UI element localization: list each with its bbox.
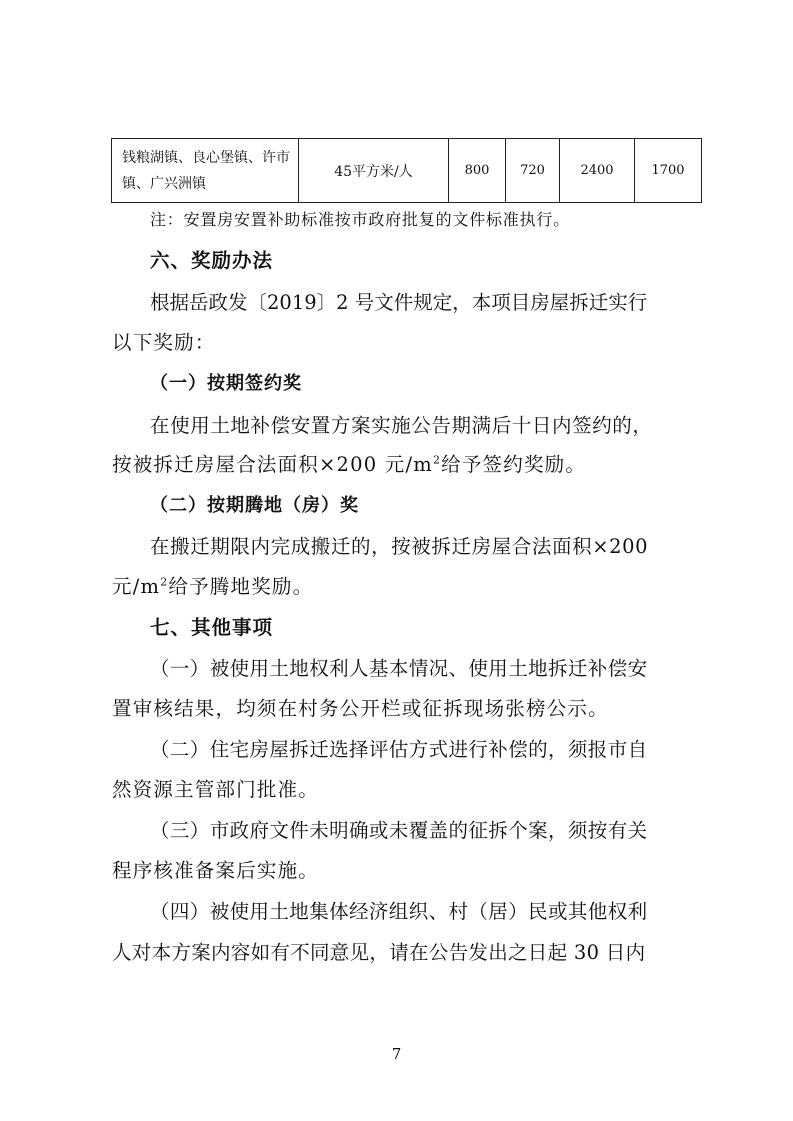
text-segment: 给予签约奖励。 xyxy=(441,453,587,476)
intro-text: 根据岳政发〔2019〕2 号文件规定，本项目房屋拆迁实行 xyxy=(150,291,648,314)
subsection-2-line-2 xyxy=(112,574,313,600)
value-cell-3: 2400 xyxy=(560,139,635,203)
unit-superscript: 2 xyxy=(432,453,442,467)
value-cell-1: 800 xyxy=(449,139,506,203)
item-2-line-1: （二）住宅房屋拆迁选择评估方式进行补偿的，须报市自 xyxy=(150,738,648,761)
section-6-title: 六、奖励办法 xyxy=(150,249,274,272)
area-line-1: 钱粮湖镇、良心堡镇、许市 xyxy=(122,149,290,166)
item-2-line-2: 然资源主管部门批准。 xyxy=(112,778,320,801)
item-3-line-1: （三）市政府文件未明确或未覆盖的征拆个案，须按有关 xyxy=(150,819,648,842)
section-7-title: 七、其他事项 xyxy=(150,616,274,639)
item-1-line-2: 置审核结果，均须在村务公开栏或征拆现场张榜公示。 xyxy=(112,697,609,720)
unit-text: m xyxy=(140,575,161,598)
item-1-line-1: （一）被使用土地权利人基本情况、使用土地拆迁补偿安 xyxy=(150,657,648,680)
unit-superscript: 2 xyxy=(160,575,169,589)
area-line-2: 镇、广兴洲镇 xyxy=(122,175,206,192)
table-row xyxy=(112,139,702,203)
standard-cell: 45平方米/人 xyxy=(299,139,449,203)
value-cell-4: 1700 xyxy=(635,139,702,203)
unit-text: m xyxy=(413,453,433,476)
item-4-line-2: 人对本方案内容如有不同意见，请在公告发出之日起 30 日内 xyxy=(112,941,646,964)
value-cell-2: 720 xyxy=(506,139,560,203)
section-6-intro-line-1 xyxy=(150,290,688,316)
section-6-intro-line-2: 以下奖励： xyxy=(112,331,216,354)
subsection-2-title: （二）按期腾地（房）奖 xyxy=(150,495,359,516)
item-4-line-1: （四）被使用土地集体经济组织、村（居）民或其他权利 xyxy=(150,900,648,923)
text-segment: 给予腾地奖励。 xyxy=(168,575,314,598)
compensation-table xyxy=(111,138,702,203)
subsection-2-line-1: 在搬迁期限内完成搬迁的，按被拆迁房屋合法面积×200 xyxy=(150,535,649,558)
subsection-1-line-2 xyxy=(112,452,586,478)
subsection-1-line-1: 在使用土地补偿安置方案实施公告期满后十日内签约的， xyxy=(150,414,653,437)
text-segment: 按被拆迁房屋合法面积×200 元/ xyxy=(112,453,414,476)
page-number: 7 xyxy=(391,1045,402,1063)
text-segment: 元/ xyxy=(112,575,141,598)
table-note: 注：安置房安置补助标准按市政府批复的文件标准执行。 xyxy=(150,210,571,229)
item-3-line-2: 程序核准备案后实施。 xyxy=(112,859,320,882)
subsection-1-title: （一）按期签约奖 xyxy=(150,373,302,394)
area-cell xyxy=(112,139,299,203)
